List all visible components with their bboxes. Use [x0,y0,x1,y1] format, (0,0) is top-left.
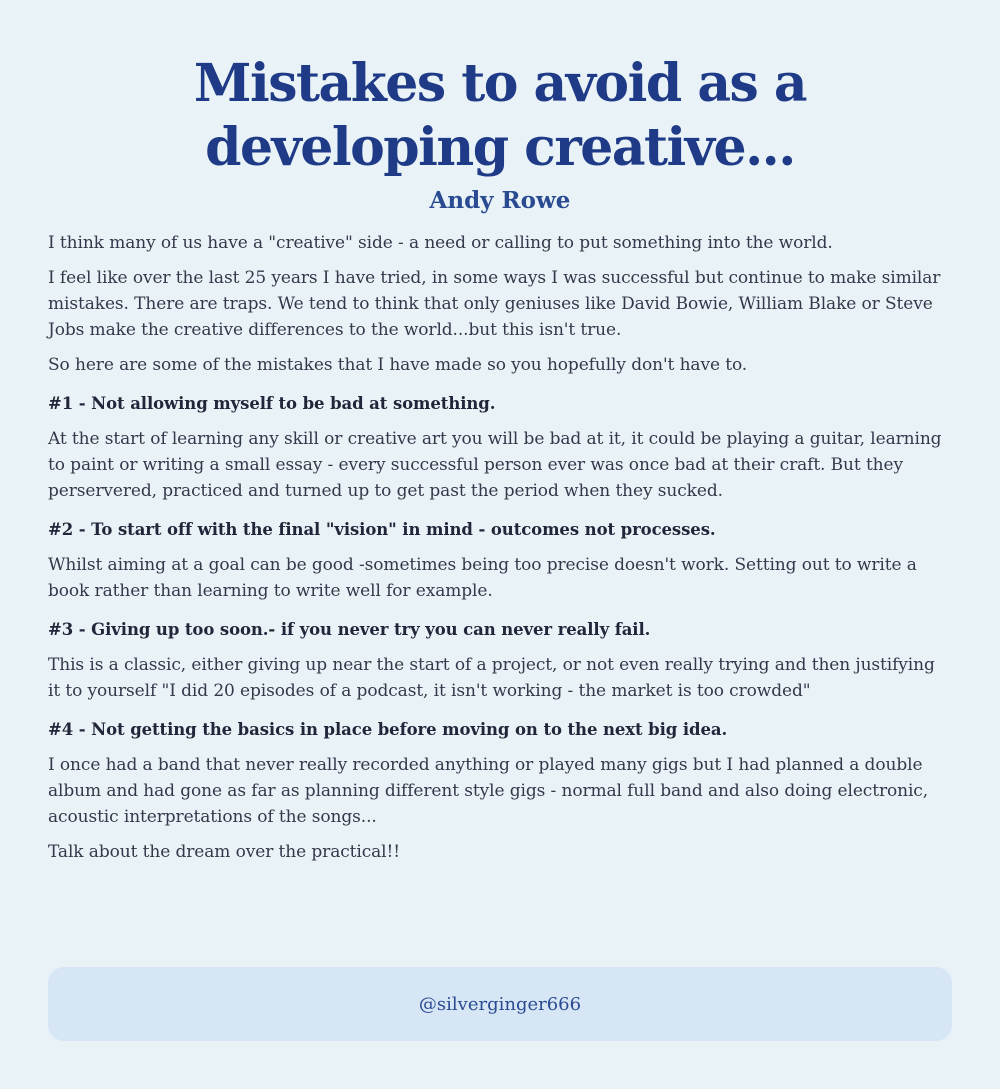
mistake-heading: #1 - Not allowing myself to be bad at something. [48,394,496,413]
mistake-heading: #2 - To start off with the final "vision" in mind - outcomes not processes. [48,520,716,539]
mistake-heading: #4 - Not getting the basics in place before moving on to the next big idea. [48,720,728,739]
mistake-paragraph: At the start of learning any skill or creative art you will be bad at it, it could be playing a guitar, learning to paint or writing a small essay - every successful person ever was once bad at their craft. But they perservered, practiced and turned up to get past the period when they sucked. [48,429,942,501]
mistake-heading: #3 - Giving up too soon.- if you never try you can never really fail. [48,620,651,639]
footer-banner [48,967,952,1041]
article-title: Mistakes to avoid as a developing creative... [193,53,807,178]
mistake-paragraph: Whilst aiming at a goal can be good -sometimes being too precise doesn't work. Setting out to write a book rather than learning to write well for example. [48,555,917,601]
mistake-paragraph: This is a classic, either giving up near the start of a project, or not even really trying and then justifying it to yourself "I did 20 episodes of a podcast, it isn't working - the market is too crowded" [48,655,935,701]
intro-paragraph: I think many of us have a "creative" side - a need or calling to put something into the world. [48,233,833,253]
article-author: Andy Rowe [429,187,571,214]
article-body [48,230,952,865]
mistake-paragraph: I once had a band that never really recorded anything or played many gigs but I had planned a double album and had gone as far as planning different style gigs - normal full band and also doing electronic, acoustic interpretations of the songs... [48,755,929,827]
social-handle: @silverginger666 [418,993,582,1015]
mistake-paragraph: Talk about the dream over the practical!! [48,842,400,862]
intro-paragraph: I feel like over the last 25 years I have tried, in some ways I was successful but continue to make similar mistakes. There are traps. We tend to think that only geniuses like David Bowie, William Blake or Steve Jobs make the creative differences to the world...but this isn't true. [48,268,941,340]
intro-paragraph: So here are some of the mistakes that I have made so you hopefully don't have to. [48,355,748,375]
